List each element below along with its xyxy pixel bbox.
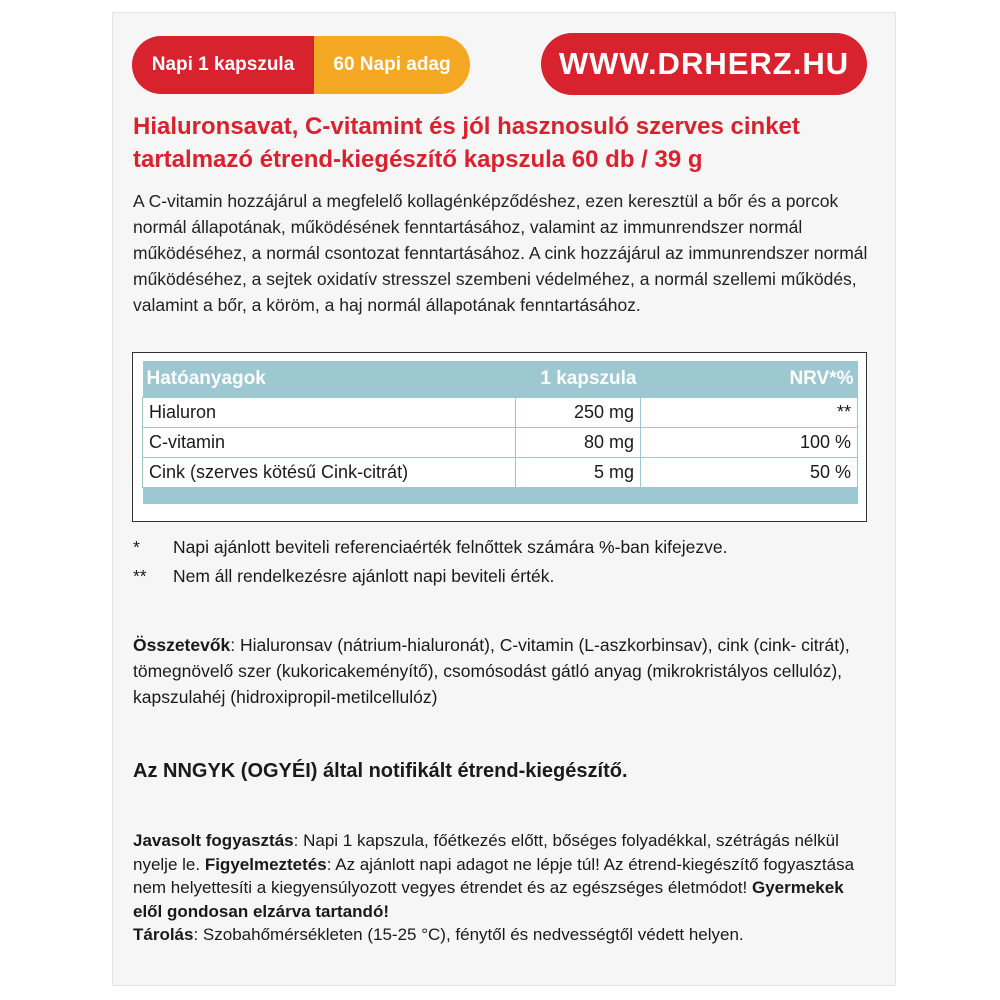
footnote (133, 533, 868, 562)
footnotes (133, 533, 868, 591)
product-title-line-1: Hialuronsavat, C-vitamint és jól hasznosuló szerves cinket (133, 113, 800, 140)
recommended-use-text: : Napi 1 kapszula, főétkezés előtt, bőséges folyadékkal, szétrágás nélkül nyelje le. (133, 831, 839, 874)
ingredients (133, 632, 873, 710)
footnote-text: Napi ajánlott beviteli referenciaérték felnőttek számára %-ban kifejezve. (173, 537, 728, 557)
footnote-text: Nem áll rendelkezésre ajánlott napi beviteli érték. (173, 566, 555, 586)
ingredient-nrv: 50 % (641, 458, 858, 488)
table-row (143, 428, 858, 458)
storage-label: Tárolás (133, 925, 194, 944)
table-footer-band (143, 488, 858, 505)
ingredient-name: C-vitamin (143, 428, 516, 458)
product-title-line-2: tartalmazó étrend-kiegészítő kapszula 60 db / 39 g (133, 146, 703, 173)
ingredients-text: : Hialuronsav (nátrium-hialuronát), C-vitamin (L-aszkorbinsav), cink (cink- citrát), tömegnövelő szer (kukoricakeményítő), csomósodást gátló anyag (mikrokristályos cellulóz), kapszulahéj (hidroxipropil-metilcellulóz) (133, 635, 850, 707)
table-row (143, 458, 858, 488)
ingredient-amount: 250 mg (516, 398, 641, 428)
header-nrv: NRV*% (641, 361, 858, 398)
daily-capsule-badge: Napi 1 kapszula (132, 36, 314, 94)
ingredient-amount: 80 mg (516, 428, 641, 458)
recommended-use-label: Javasolt fogyasztás (133, 831, 294, 850)
footnote-mark: ** (133, 566, 147, 586)
ingredient-name: Hialuron (143, 398, 516, 428)
usage-instructions (133, 829, 873, 947)
warning-text: : Az ajánlott napi adagot ne lépje túl! Az étrend-kiegészítő fogyasztása nem helyettesíti a kiegyensúlyozott vegyes étrendet és az egészséges életmódot! (133, 854, 855, 897)
footnote (133, 562, 868, 591)
ingredients-label: Összetevők (133, 635, 231, 655)
header-active-ingredients: Hatóanyagok (143, 361, 516, 398)
ingredient-name: Cink (szerves kötésű Cink-citrát) (143, 458, 516, 488)
product-title (133, 110, 853, 176)
nutrition-table (142, 361, 858, 504)
ingredient-nrv: ** (641, 398, 858, 428)
children-warning: Gyermekek elől gondosan elzárva tartandó! (133, 878, 844, 921)
notification-statement: Az NNGYK (OGYÉI) által notifikált étrend-kiegészítő. (133, 760, 628, 782)
nutrition-table-frame (132, 352, 867, 522)
daily-doses-badge: 60 Napi adag (314, 36, 470, 94)
ingredient-nrv: 100 % (641, 428, 858, 458)
table-header-row (143, 361, 858, 398)
header-per-capsule: 1 kapszula (516, 361, 641, 398)
footnote-mark: * (133, 537, 140, 557)
product-description: A C-vitamin hozzájárul a megfelelő kollagénképződéshez, ezen keresztül a bőr és a porcok normál állapotának, működésének fenntartásához, valamint az immunrendszer normál működéséhez, a normál csontozat fenntartásához. A cink hozzájárul az immunrendszer normál működéséhez, a sejtek oxidatív stresszel szembeni védelméhez, a normál szellemi működés, valamint a bőr, a köröm, a haj normál állapotának fenntartásához. (133, 191, 868, 315)
website-badge: WWW.DRHERZ.HU (541, 33, 867, 95)
warning-label: Figyelmeztetés (204, 854, 327, 874)
table-row (143, 398, 858, 428)
storage-text: : Szobahőmérsékleten (15-25 °C), fénytől és nedvességtől védett helyen. (193, 925, 744, 944)
ingredient-amount: 5 mg (516, 458, 641, 488)
